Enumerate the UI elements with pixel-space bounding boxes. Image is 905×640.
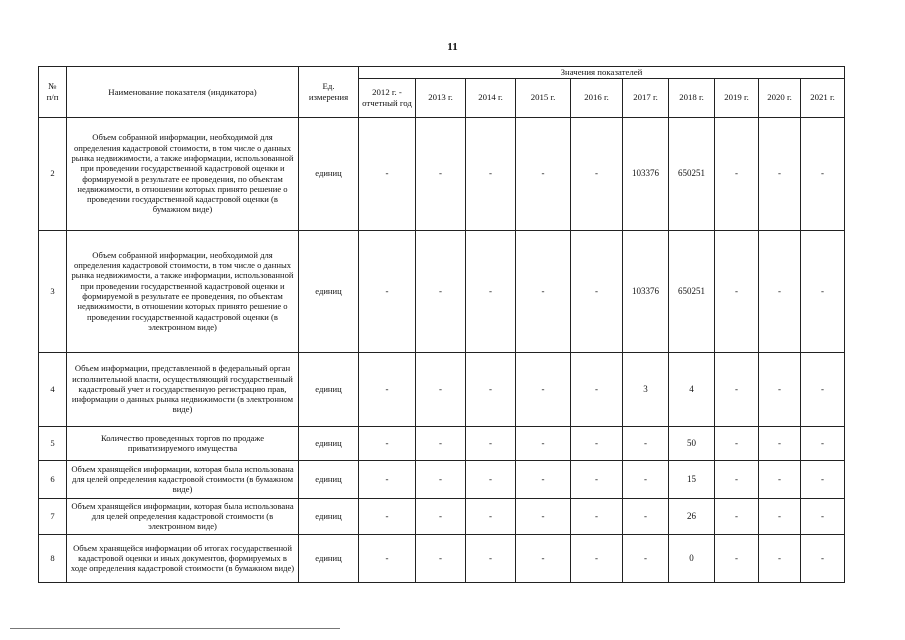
indicator-name: Объем хранящейся информации об итогах государственной кадастровой оценки и иных документов, формируемых в ходе определения кадастровой стоимости (в бумажном виде) <box>67 534 299 582</box>
row-number: 2 <box>39 117 67 230</box>
header-year: 2014 г. <box>466 78 516 117</box>
value-cell: - <box>571 352 623 426</box>
table-row <box>39 117 845 230</box>
value-cell: - <box>715 230 759 352</box>
value-cell: - <box>516 117 571 230</box>
value-cell: - <box>516 352 571 426</box>
header-year: 2021 г. <box>801 78 845 117</box>
header-unit: Ед. измерения <box>299 67 359 118</box>
value-cell: - <box>759 498 801 534</box>
value-cell: 0 <box>669 534 715 582</box>
header-year: 2019 г. <box>715 78 759 117</box>
table-row <box>39 460 845 498</box>
value-cell: - <box>516 230 571 352</box>
value-cell: - <box>416 230 466 352</box>
unit-cell: единиц <box>299 460 359 498</box>
header-year: 2016 г. <box>571 78 623 117</box>
header-year: 2015 г. <box>516 78 571 117</box>
table-row <box>39 534 845 582</box>
value-cell: - <box>466 352 516 426</box>
value-cell: - <box>715 352 759 426</box>
value-cell: - <box>416 460 466 498</box>
value-cell: - <box>466 117 516 230</box>
value-cell: 50 <box>669 426 715 460</box>
value-cell: - <box>416 498 466 534</box>
value-cell: - <box>801 352 845 426</box>
value-cell: 15 <box>669 460 715 498</box>
row-number: 5 <box>39 426 67 460</box>
value-cell: - <box>466 534 516 582</box>
value-cell: - <box>516 460 571 498</box>
row-number: 6 <box>39 460 67 498</box>
row-number: 4 <box>39 352 67 426</box>
value-cell: 650251 <box>669 230 715 352</box>
value-cell: - <box>623 534 669 582</box>
value-cell: - <box>571 426 623 460</box>
value-cell: - <box>359 534 416 582</box>
value-cell: - <box>466 460 516 498</box>
value-cell: - <box>571 117 623 230</box>
header-values-group: Значения показателей <box>359 67 845 79</box>
header-year: 2012 г. - отчетный год <box>359 78 416 117</box>
value-cell: - <box>359 426 416 460</box>
value-cell: - <box>801 460 845 498</box>
value-cell: - <box>416 117 466 230</box>
value-cell: - <box>715 426 759 460</box>
value-cell: - <box>715 460 759 498</box>
value-cell: - <box>466 230 516 352</box>
value-cell: - <box>623 426 669 460</box>
value-cell: - <box>759 460 801 498</box>
indicator-name: Количество проведенных торгов по продаже приватизируемого имущества <box>67 426 299 460</box>
value-cell: - <box>416 426 466 460</box>
unit-cell: единиц <box>299 352 359 426</box>
unit-cell: единиц <box>299 117 359 230</box>
value-cell: - <box>516 534 571 582</box>
indicator-name: Объем собранной информации, необходимой для определения кадастровой стоимости, в том числе о данных рынка недвижимости, а также информации, использованной при проведении государственной кадастровой оценки и формируемой в результате ее проведения, по объектам недвижимости, в отношении которых принято решение о проведении государственной кадастровой оценки (в электронном виде) <box>67 230 299 352</box>
unit-cell: единиц <box>299 498 359 534</box>
value-cell: - <box>801 498 845 534</box>
unit-cell: единиц <box>299 534 359 582</box>
value-cell: - <box>759 534 801 582</box>
value-cell: - <box>759 426 801 460</box>
value-cell: 103376 <box>623 230 669 352</box>
value-cell: - <box>466 498 516 534</box>
value-cell: - <box>466 426 516 460</box>
table-row <box>39 498 845 534</box>
header-year: 2013 г. <box>416 78 466 117</box>
indicator-name: Объем информации, представленной в федеральный орган исполнительной власти, осуществляющий государственный кадастровый учет и государственную регистрацию прав, информации о данных рынка недвижимости (в электронном виде) <box>67 352 299 426</box>
value-cell: - <box>759 117 801 230</box>
row-number: 3 <box>39 230 67 352</box>
indicators-table <box>38 66 845 583</box>
value-cell: 3 <box>623 352 669 426</box>
value-cell: - <box>359 460 416 498</box>
value-cell: - <box>623 460 669 498</box>
header-year: 2018 г. <box>669 78 715 117</box>
indicator-name: Объем хранящейся информации, которая была использована для целей определения кадастровой стоимости (в электронном виде) <box>67 498 299 534</box>
value-cell: - <box>571 460 623 498</box>
value-cell: - <box>359 352 416 426</box>
value-cell: - <box>516 426 571 460</box>
value-cell: - <box>801 426 845 460</box>
value-cell: 26 <box>669 498 715 534</box>
value-cell: - <box>801 230 845 352</box>
value-cell: - <box>623 498 669 534</box>
indicator-name: Объем хранящейся информации, которая была использована для целей определения кадастровой стоимости (в бумажном виде) <box>67 460 299 498</box>
value-cell: - <box>416 352 466 426</box>
value-cell: - <box>571 498 623 534</box>
table-row <box>39 230 845 352</box>
value-cell: - <box>571 534 623 582</box>
header-number: № п/п <box>39 67 67 118</box>
value-cell: - <box>359 498 416 534</box>
table-body <box>39 117 845 582</box>
value-cell: - <box>359 117 416 230</box>
value-cell: - <box>715 117 759 230</box>
row-number: 7 <box>39 498 67 534</box>
header-year: 2017 г. <box>623 78 669 117</box>
value-cell: - <box>801 117 845 230</box>
page-number: 11 <box>447 41 458 53</box>
table-header <box>39 67 845 118</box>
value-cell: - <box>801 534 845 582</box>
row-number: 8 <box>39 534 67 582</box>
footer-rule <box>10 628 340 629</box>
value-cell: - <box>715 498 759 534</box>
value-cell: 103376 <box>623 117 669 230</box>
value-cell: - <box>516 498 571 534</box>
value-cell: - <box>416 534 466 582</box>
unit-cell: единиц <box>299 230 359 352</box>
value-cell: 650251 <box>669 117 715 230</box>
table-row <box>39 426 845 460</box>
indicator-name: Объем собранной информации, необходимой для определения кадастровой стоимости, в том числе о данных рынка недвижимости, а также информации, использованной при проведении государственной кадастровой оценки и формируемой в результате ее проведения, по объектам недвижимости, в отношении которых принято решение о проведении государственной кадастровой оценки (в бумажном виде) <box>67 117 299 230</box>
header-year: 2020 г. <box>759 78 801 117</box>
value-cell: - <box>359 230 416 352</box>
header-indicator-name: Наименование показателя (индикатора) <box>67 67 299 118</box>
table-row <box>39 352 845 426</box>
value-cell: - <box>571 230 623 352</box>
value-cell: - <box>715 534 759 582</box>
value-cell: 4 <box>669 352 715 426</box>
value-cell: - <box>759 230 801 352</box>
value-cell: - <box>759 352 801 426</box>
unit-cell: единиц <box>299 426 359 460</box>
